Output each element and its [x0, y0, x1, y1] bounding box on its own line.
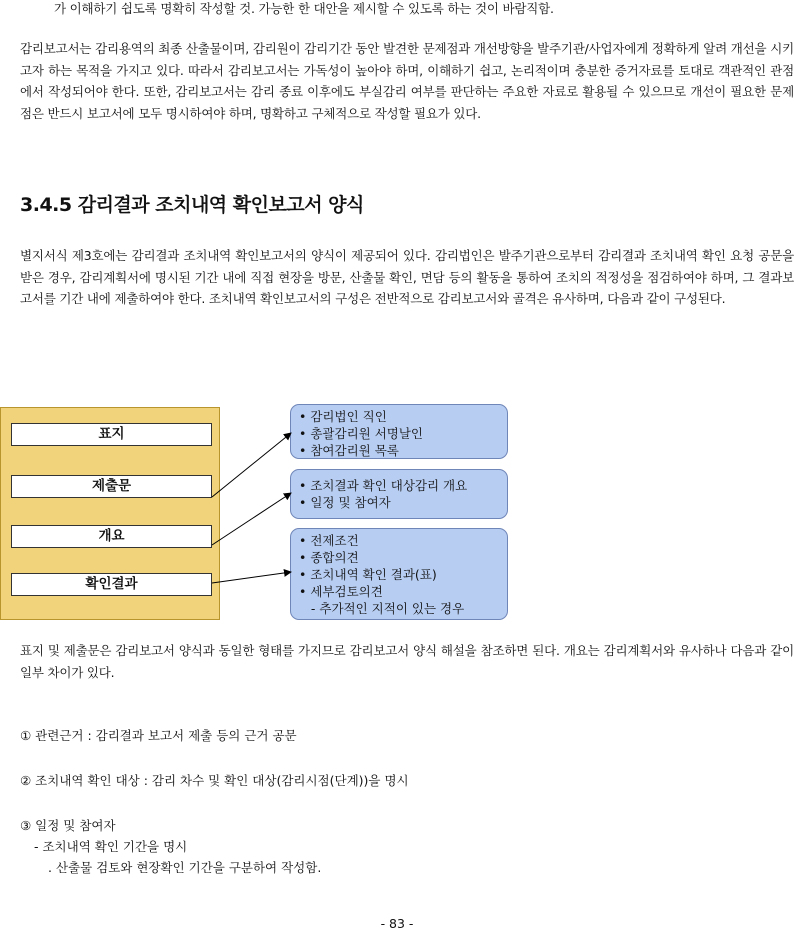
list-subitem-period: - 조치내역 확인 기간을 명시: [34, 839, 188, 854]
label-overview: 개요: [11, 525, 212, 548]
arrow-overview-to-details: [212, 493, 291, 545]
paragraph-format: 별지서식 제3호에는 감리결과 조치내역 확인보고서의 양식이 제공되어 있다. 감리법인은 발주기관으로부터 감리결과 조치내역 확인 요청 공문을 받은 경우, 감리계획서에 명시된 기간 내에 직접 현장을 방문, 산출물 확인, 면담 등의 활동을 통하여 조치의 적정성을 점검하여야 하며, 그 결과보고서를 기간 내에 제출하여야 한다. 조치내역 확인보고서의 구성은 전반적으로 감리보고서와 골격은 유사하며, 다음과 같이 구성된다.: [20, 248, 794, 306]
intro-line: 가 이해하기 쉽도록 명확히 작성할 것. 가능한 한 대안을 제시할 수 있도록 하는 것이 바람직함.: [54, 1, 554, 16]
list-item-schedule: ③ 일정 및 참여자: [20, 818, 116, 833]
overview-detail: • 조치결과 확인 대상감리 개요: [299, 478, 468, 493]
arrow-result-to-details: [212, 572, 291, 583]
list-item-basis: ① 관련근거 : 감리결과 보고서 제출 등의 근거 공문: [20, 728, 297, 743]
result-detail: • 전제조건: [299, 533, 359, 548]
result-detail: • 세부검토의견: [299, 584, 383, 599]
cover-detail: • 참여감리원 목록: [299, 443, 399, 458]
cover-detail: • 총괄감리원 서명날인: [299, 426, 423, 441]
label-submission: 제출문: [11, 475, 212, 498]
overview-detail: • 일정 및 참여자: [299, 495, 391, 510]
label-cover: 표지: [11, 423, 212, 446]
list-subitem-detail: . 산출물 검토와 현장확인 기간을 구분하여 작성함.: [48, 860, 322, 875]
label-result: 확인결과: [11, 573, 212, 596]
section-title: 3.4.5 감리결과 조치내역 확인보고서 양식: [20, 194, 364, 216]
result-detail: • 종합의견: [299, 550, 359, 565]
paragraph-purpose: 감리보고서는 감리용역의 최종 산출물이며, 감리원이 감리기간 동안 발견한 문제점과 개선방향을 발주기관/사업자에게 정확하게 알려 개선을 시키고자 하는 목적을 가지고 있다. 따라서 감리보고서는 가독성이 높아야 하며, 이해하기 쉽고, 논리적이며 충분한 증거자료를 토대로 객관적인 관점에서 작성되어야 한다. 또한, 감리보고서는 감리 종료 이후에도 부실감리 여부를 판단하는 주요한 자료로 활용될 수 있으므로 개선이 필요한 문제점은 반드시 보고서에 모두 명시하여야 하며, 명확하고 구체적으로 작성할 필요가 있다.: [20, 41, 794, 121]
page-number: - 83 -: [380, 916, 414, 931]
arrow-submission-to-cover: [212, 433, 291, 497]
list-item-target: ② 조치내역 확인 대상 : 감리 차수 및 확인 대상(감리시점(단계))을 명시: [20, 773, 409, 788]
result-detail: - 추가적인 지적이 있는 경우: [299, 601, 465, 616]
paragraph-overview: 표지 및 제출문은 감리보고서 양식과 동일한 형태를 가지므로 감리보고서 양식 해설을 참조하면 된다. 개요는 감리계획서와 유사하나 다음과 같이 일부 차이가 있다.: [20, 643, 794, 680]
result-detail: • 조치내역 확인 결과(표): [299, 567, 437, 582]
cover-detail: • 감리법인 직인: [299, 409, 387, 424]
